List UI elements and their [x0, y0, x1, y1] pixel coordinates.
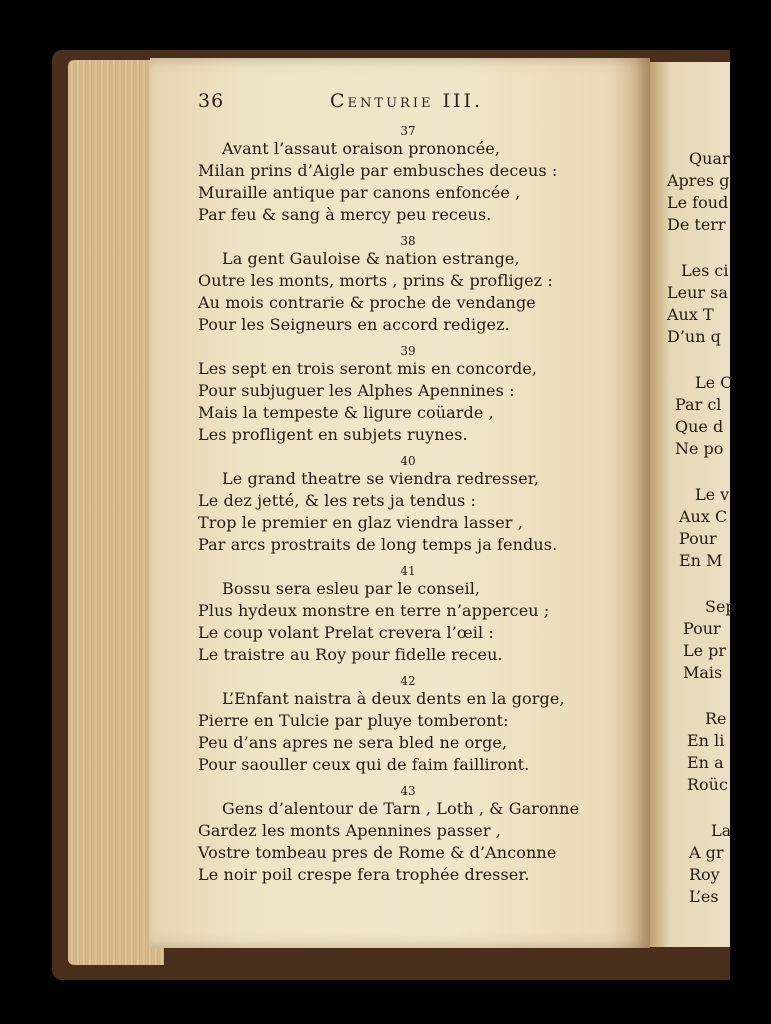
verse-line: Par arcs prostraits de long temps ja fendus.	[198, 535, 558, 554]
fragment-line: Que d	[675, 417, 724, 436]
verse-line: Le grand theatre se viendra redresser,	[222, 469, 539, 488]
fragment-line: La	[711, 821, 732, 840]
quatrain-number: 40	[400, 454, 416, 468]
verse-line: Milan prins d’Aigle par embusches deceus :	[198, 161, 558, 180]
verse-line: Vostre tombeau pres de Rome & d’Anconne	[198, 843, 557, 862]
fragment-line: Quar	[689, 149, 730, 168]
fragment-line: Le C	[695, 373, 733, 392]
fragment-line: Ne po	[675, 439, 724, 458]
quatrain-number: 43	[400, 784, 416, 798]
fragment-line: Roüc	[687, 775, 728, 794]
fragment-line: En M	[679, 551, 723, 570]
verse-line: Pour subjuguer les Alphes Apennines :	[198, 381, 515, 400]
fragment-line: En li	[687, 731, 725, 750]
quatrain-number: 41	[400, 564, 416, 578]
verse-line: Au mois contrarie & proche de vendange	[198, 293, 536, 312]
fragment-block	[667, 596, 736, 684]
fragment-line: Mais	[683, 663, 723, 682]
fragment-line: A gr	[689, 843, 724, 862]
verse-line: Pour saouller ceux qui de faim failliront.	[198, 755, 530, 774]
fragment-line: En a	[687, 753, 724, 772]
page-header	[198, 90, 628, 116]
verse-line: Par feu & sang à mercy peu receus.	[198, 205, 492, 224]
quatrain-number: 37	[400, 124, 416, 138]
quatrain-42	[198, 674, 643, 776]
verse-line: Pierre en Tulcie par pluye tomberont:	[198, 711, 509, 730]
fragment-line: Apres g	[667, 171, 730, 190]
fragment-line: Re	[705, 709, 727, 728]
fragment-line: Aux C	[679, 507, 728, 526]
quatrain-40	[198, 454, 643, 556]
verse-line: L’Enfant naistra à deux dents en la gorge,	[222, 689, 565, 708]
verse-line: Les profligent en subjets ruynes.	[198, 425, 468, 444]
verse-line: Gardez les monts Apennines passer ,	[198, 821, 501, 840]
verse-line: Avant l’assaut oraison prononcée,	[222, 139, 501, 158]
right-page-fragments	[667, 148, 736, 932]
fragment-line: Roy	[689, 865, 720, 884]
fragment-line: De terr	[667, 215, 726, 234]
verse-line: Les sept en trois seront mis en concorde,	[198, 359, 538, 378]
fragment-line: Le foud	[667, 193, 729, 212]
verse-line: Trop le premier en glaz viendra lasser ,	[198, 513, 523, 532]
verse-line: Plus hydeux monstre en terre n’apperceu ;	[198, 601, 550, 620]
verse-line: Pour les Seigneurs en accord redigez.	[198, 315, 510, 334]
running-title: Centurie III.	[330, 90, 484, 112]
fragment-line: Pour	[683, 619, 721, 638]
fragment-line: D’un q	[667, 327, 721, 346]
quatrain-41	[198, 564, 643, 666]
quatrain-number: 39	[400, 344, 416, 358]
quatrain-38	[198, 234, 643, 336]
quatrain-number: 38	[400, 234, 416, 248]
verse-line: Outre les monts, morts , prins & profligez :	[198, 271, 553, 290]
verse-line: Peu d’ans apres ne sera bled ne orge,	[198, 733, 508, 752]
fragment-line: Leur sa	[667, 283, 728, 302]
verse-line: Le coup volant Prelat crevera l’œil :	[198, 623, 494, 642]
quatrain-43	[198, 784, 643, 886]
verse-line: La gent Gauloise & nation estrange,	[222, 249, 520, 268]
verse-line: Mais la tempeste & ligure coüarde ,	[198, 403, 494, 422]
fragment-line: Pour	[679, 529, 717, 548]
page-number: 36	[198, 90, 225, 112]
fragment-line: Le v	[695, 485, 730, 504]
fragment-line: Sep	[705, 597, 736, 616]
fragment-block	[667, 260, 736, 348]
fragment-line: Par cl	[675, 395, 722, 414]
fragment-line: L’es	[689, 887, 719, 906]
fragment-block	[667, 148, 736, 236]
verse-line: Le traistre au Roy pour fidelle receu.	[198, 645, 503, 664]
fragment-line: Aux T	[667, 305, 714, 324]
verse-line: Muraille antique par canons enfoncée ,	[198, 183, 521, 202]
verse-line: Bossu sera esleu par le conseil,	[222, 579, 481, 598]
quatrain-number: 42	[400, 674, 416, 688]
quatrain-list	[198, 124, 643, 886]
verse-line: Le dez jetté, & les rets ja tendus :	[198, 491, 477, 510]
verse-line: Gens d’alentour de Tarn , Loth , & Garonne	[222, 799, 580, 818]
fragment-block	[667, 708, 736, 796]
fragment-line: Les ci	[681, 261, 729, 280]
fragment-block	[667, 820, 736, 908]
fragment-block	[667, 372, 736, 460]
quatrain-39	[198, 344, 643, 446]
verse-line: Le noir poil crespe fera trophée dresser.	[198, 865, 530, 884]
fragment-line: Le pr	[683, 641, 727, 660]
quatrain-37	[198, 124, 643, 226]
fragment-block	[667, 484, 736, 572]
